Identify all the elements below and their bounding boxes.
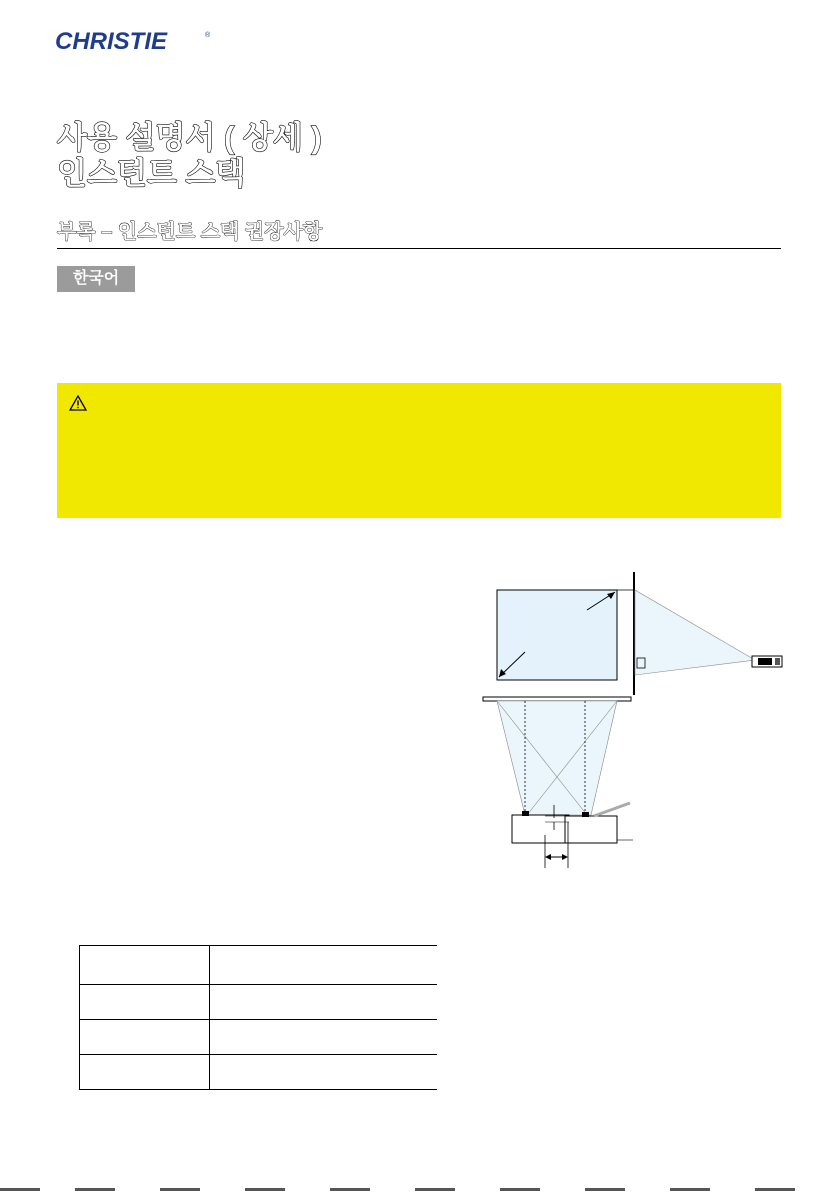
title-line-2: 인스턴트 스택 — [57, 156, 246, 191]
language-badge: 한국어 — [57, 266, 135, 292]
christie-logo — [55, 27, 215, 55]
table-header-row — [80, 946, 438, 985]
document-title — [57, 120, 322, 192]
title-divider — [57, 248, 781, 249]
warning-triangle-icon — [69, 395, 87, 411]
svg-text:CHRISTIE: CHRISTIE — [55, 28, 168, 55]
spec-table — [79, 945, 437, 1090]
title-line-1: 사용 설명서 ( 상세 ) — [57, 120, 322, 155]
screen-area — [497, 590, 617, 680]
table-row — [80, 1020, 438, 1055]
footer-crop-marks — [0, 1188, 840, 1192]
svg-text:®: ® — [205, 32, 211, 39]
document-subtitle: 부록 – 인스턴트 스택 권장사항 — [57, 221, 323, 243]
table-row — [80, 1055, 438, 1090]
instant-stack-diagram — [475, 570, 795, 870]
warning-box — [57, 383, 781, 518]
table-row — [80, 985, 438, 1020]
projector-icon — [752, 656, 782, 667]
